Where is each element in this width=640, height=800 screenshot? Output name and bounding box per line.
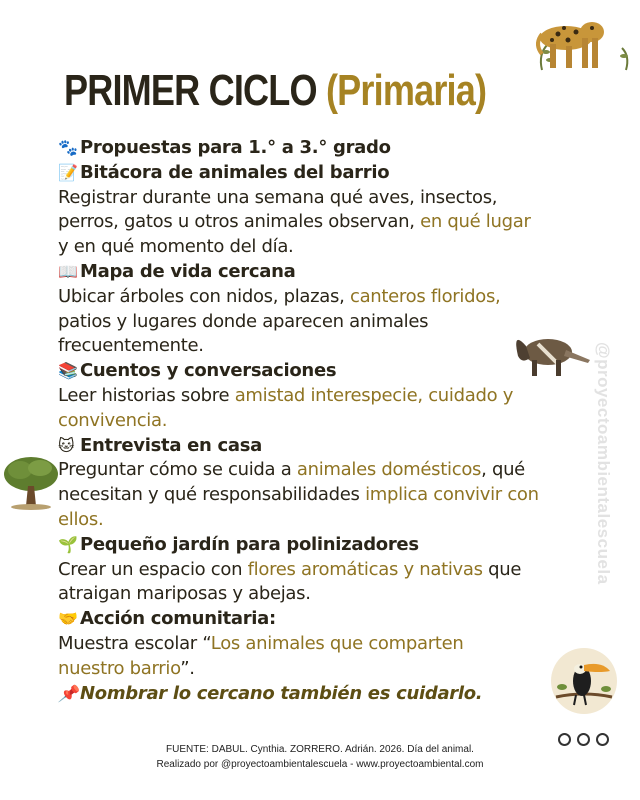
highlight-text: ellos. <box>58 508 104 530</box>
body-text: perros, gatos u otros animales observan, <box>58 211 421 233</box>
body-text: Muestra escolar “ <box>58 632 211 654</box>
section-icon: 🤝 <box>58 609 78 629</box>
section-heading <box>58 260 606 285</box>
section-body-line <box>58 409 606 434</box>
footer-credit: Realizado por @proyectoambientalescuela - www.proyectoambiental.com <box>156 759 484 770</box>
section-body-line <box>58 285 606 310</box>
body-text: frecuentemente. <box>58 335 204 357</box>
body-text: atraigan mariposas y abejas. <box>58 583 311 605</box>
section-icon: 📝 <box>58 162 78 182</box>
body-text: Ubicar árboles con nidos, plazas, <box>58 285 350 307</box>
highlight-text: en qué lugar <box>420 211 531 233</box>
sections-list <box>58 161 606 682</box>
body-text: que <box>482 558 522 580</box>
section-heading-text: Pequeño jardín para polinizadores <box>80 533 419 555</box>
highlight-text: animales domésticos <box>296 459 482 481</box>
section-body-line <box>58 582 606 607</box>
body-text: , qué <box>481 459 525 481</box>
highlight-text: canteros floridos, <box>349 285 501 307</box>
section-heading-text: Acción comunitaria: <box>80 608 276 630</box>
section-heading <box>58 161 606 186</box>
body-text: y en qué momento del día. <box>58 236 294 258</box>
section-heading-text: Entrevista en casa <box>80 434 263 456</box>
highlight-text: convivencia. <box>58 409 168 431</box>
section-icon: 🌱 <box>58 534 78 554</box>
section-icon: 🐱 <box>58 435 75 455</box>
section-heading <box>58 607 606 632</box>
closing-text: Nombrar lo cercano también es cuidarlo. <box>80 682 483 704</box>
anteater-illustration <box>508 326 592 382</box>
intro-text: Propuestas para 1.° a 3.° grado <box>80 137 391 158</box>
toucan-illustration <box>548 647 620 715</box>
highlight-text: implica convivir con <box>365 484 539 506</box>
highlight-text: amistad interespecie, cuidado y <box>234 384 514 406</box>
paw-icon: 🐾 <box>58 138 78 157</box>
section-body-line <box>58 210 606 235</box>
section-body-line <box>58 384 606 409</box>
section-heading <box>58 434 606 459</box>
body-text: necesitan y qué responsabilidades <box>58 484 366 506</box>
section-body-line <box>58 657 606 682</box>
title-main: PRIMER CICLO <box>64 66 317 115</box>
section-icon: 📖 <box>58 261 78 281</box>
section-body-line <box>58 558 606 583</box>
pin-icon: 📌 <box>58 683 78 703</box>
footer-source: FUENTE: DABUL. Cynthia. ZORRERO. Adrián. 2026. Día del animal. <box>166 744 474 755</box>
body-text: Leer historias sobre <box>58 384 235 406</box>
section-body-line <box>58 235 606 260</box>
section-heading-text: Mapa de vida cercana <box>80 260 296 282</box>
tree-illustration <box>2 454 60 510</box>
section-heading <box>58 533 606 558</box>
intro-heading <box>58 136 606 161</box>
section-heading-text: Bitácora de animales del barrio <box>80 161 390 183</box>
body-text: Preguntar cómo se cuida a <box>58 459 297 481</box>
body-text: ”. <box>180 657 195 679</box>
section-body-line <box>58 508 606 533</box>
body-text: Crear un espacio con <box>58 558 248 580</box>
watermark-text: @proyectoambientalescuela <box>594 342 613 585</box>
body-text: patios y lugares donde aparecen animales <box>58 310 429 332</box>
content-body <box>58 136 606 706</box>
page-title <box>64 66 486 116</box>
body-text: Registrar durante una semana qué aves, insectos, <box>58 186 498 208</box>
section-body-line <box>58 632 606 657</box>
section-body-line <box>58 483 606 508</box>
section-body-line <box>58 186 606 211</box>
highlight-text: nuestro barrio <box>58 657 181 679</box>
section-icon: 📚 <box>58 361 78 381</box>
jaguar-illustration <box>536 4 632 76</box>
section-body-line <box>58 458 606 483</box>
highlight-text: flores aromáticas y nativas <box>247 558 483 580</box>
section-heading-text: Cuentos y conversaciones <box>80 360 337 382</box>
highlight-text: Los animales que comparten <box>210 632 464 654</box>
closing-line <box>58 682 606 707</box>
title-sub: (Primaria) <box>325 66 487 115</box>
